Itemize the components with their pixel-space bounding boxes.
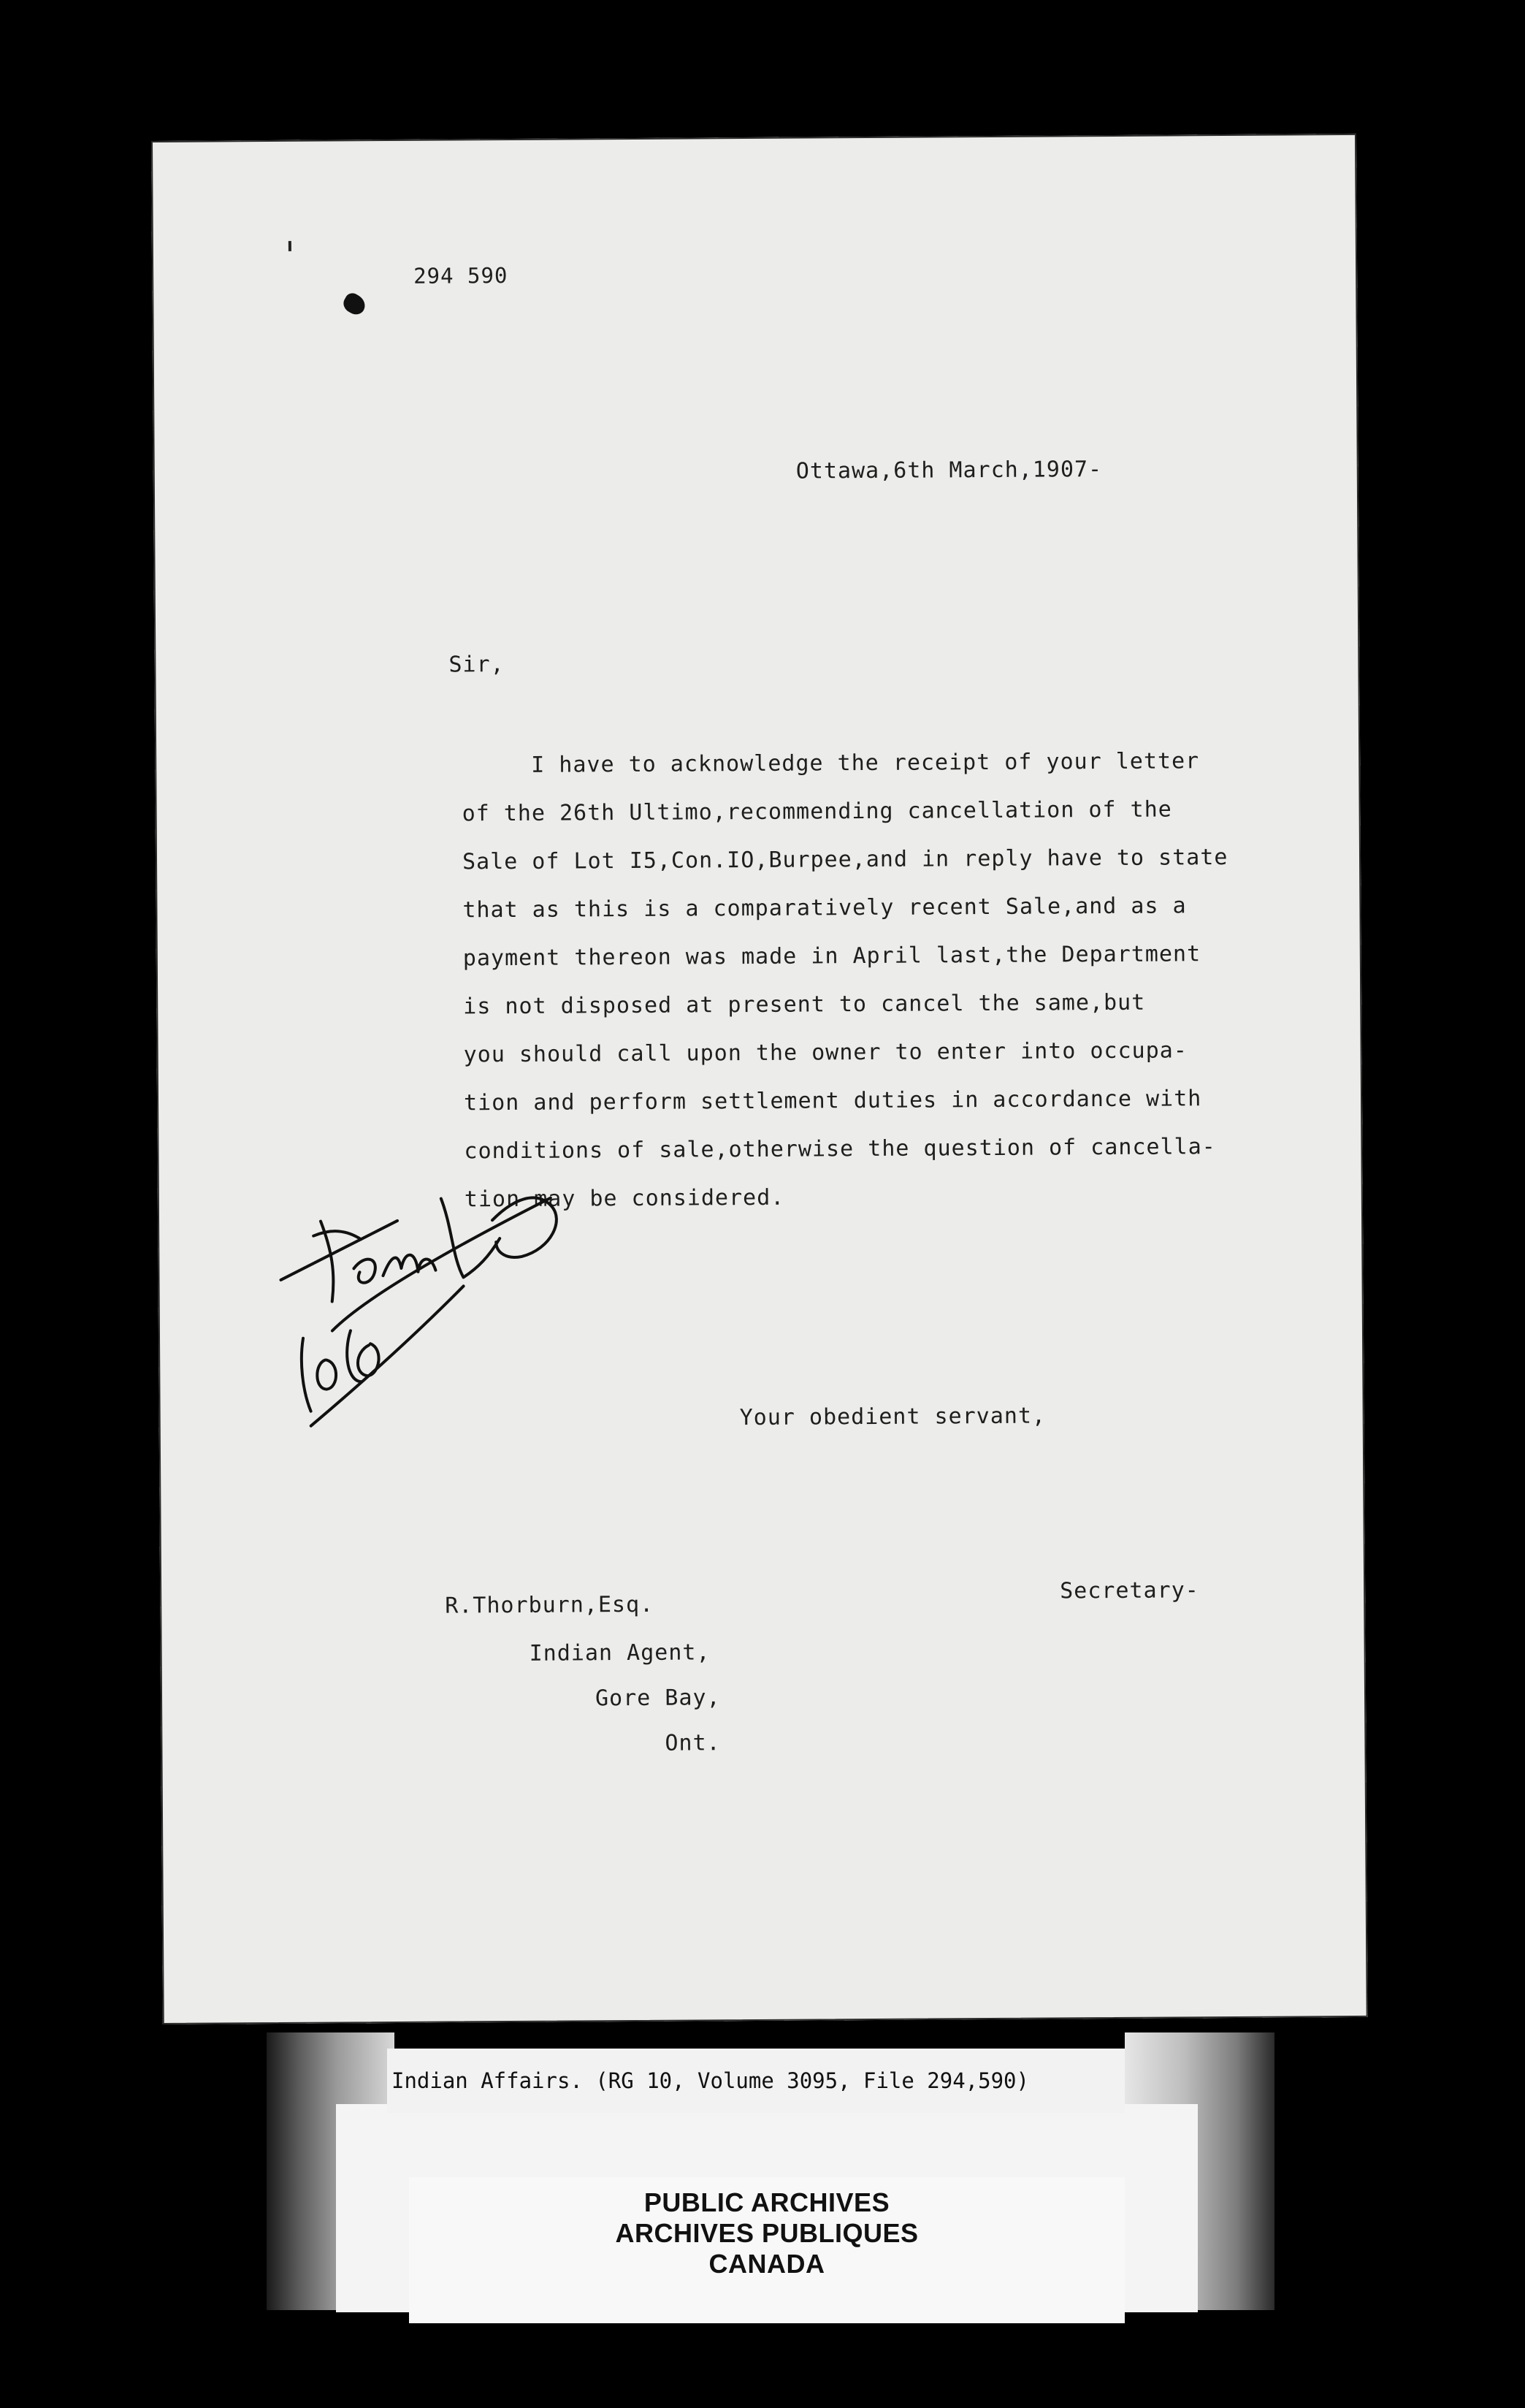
date-line: Ottawa,6th March,1907- bbox=[795, 457, 1103, 484]
addressee-name: R.Thorburn,Esq. bbox=[445, 1591, 654, 1619]
body-line: conditions of sale,otherwise the question of cancella- bbox=[464, 1134, 1216, 1165]
punch-mark bbox=[288, 241, 291, 251]
salutation: Sir, bbox=[448, 652, 505, 678]
archive-reference-label: Indian Affairs. (RG 10, Volume 3095, File 294,590) bbox=[387, 2049, 1125, 2113]
body-line: that as this is a comparatively recent Sale,and as a bbox=[462, 893, 1187, 923]
letter-body bbox=[462, 747, 1302, 1213]
addressee-province: Ont. bbox=[665, 1730, 721, 1756]
archive-stamp bbox=[409, 2177, 1125, 2323]
addressee-title: Indian Agent, bbox=[529, 1639, 711, 1666]
stamp-line: CANADA bbox=[708, 2249, 825, 2279]
body-line: tion and perform settlement duties in accordance with bbox=[463, 1086, 1202, 1116]
body-line: I have to acknowledge the receipt of your letter bbox=[531, 748, 1200, 778]
body-line: tion may be considered. bbox=[464, 1184, 785, 1213]
addressee-place: Gore Bay, bbox=[595, 1685, 721, 1712]
stamp-line: ARCHIVES PUBLIQUES bbox=[615, 2218, 919, 2248]
letter-sheet bbox=[151, 134, 1368, 2024]
ink-blot bbox=[340, 291, 369, 318]
file-number: 294 590 bbox=[413, 263, 508, 289]
signature-title: Secretary- bbox=[1060, 1577, 1199, 1604]
body-line: Sale of Lot I5,Con.IO,Burpee,and in reply have to state bbox=[462, 845, 1228, 875]
closing: Your obedient servant, bbox=[739, 1403, 1047, 1431]
body-line: you should call upon the owner to enter into occupa- bbox=[463, 1037, 1188, 1068]
body-line: of the 26th Ultimo,recommending cancellation of the bbox=[462, 796, 1172, 827]
body-line: is not disposed at present to cancel the same,but bbox=[463, 989, 1146, 1020]
stamp-line: PUBLIC ARCHIVES bbox=[643, 2187, 890, 2217]
handwritten-annotation bbox=[243, 1110, 625, 1477]
body-line: payment thereon was made in April last,the Department bbox=[462, 941, 1201, 972]
